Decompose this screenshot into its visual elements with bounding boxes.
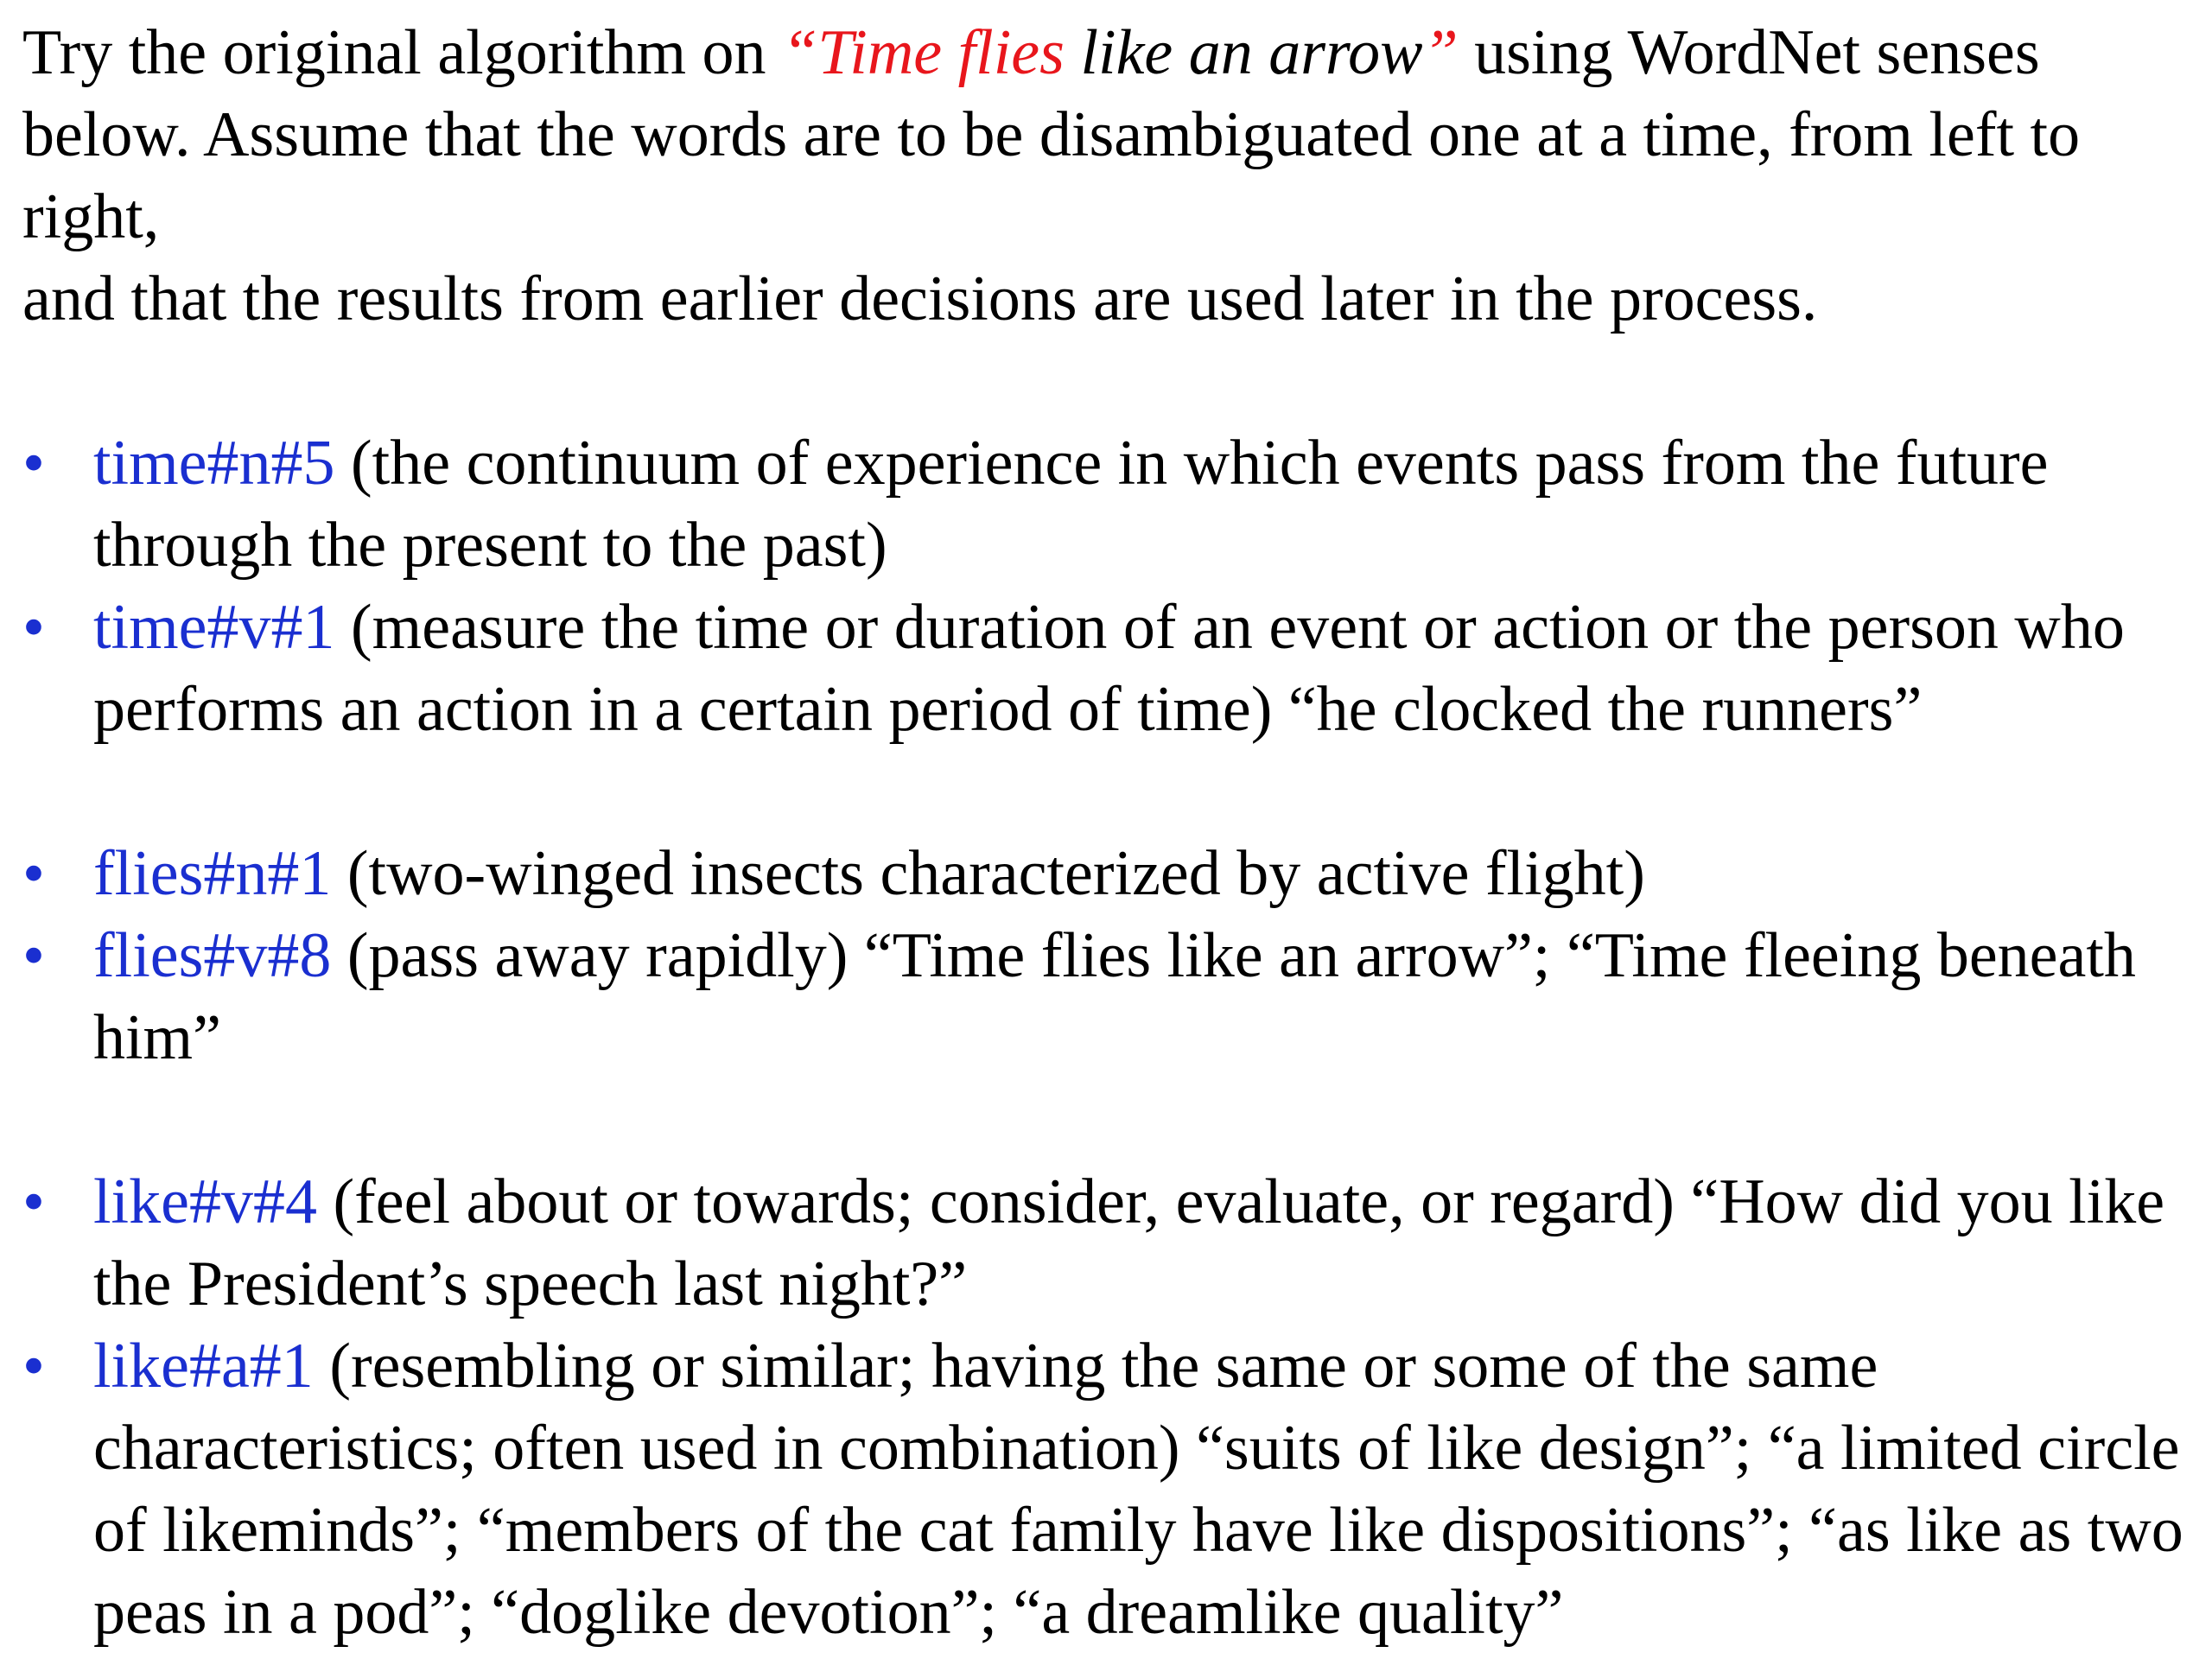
example-highlight: Time flies [817,17,1065,88]
sense-item [22,587,2200,751]
sense-group [22,1161,2200,1654]
sense-item [22,1325,2200,1654]
sense-id: like#v#4 [93,1166,317,1237]
sense-gloss: (the continuum of experience in which events pass from the future through the present to the past) [93,428,2049,581]
intro-tail-text: using WordNet senses below. Assume that the words are to be disambiguated one at a time, from left to right, [22,17,2081,252]
intro-line-2: and that the results from earlier decisions are used later in the process. [22,264,1818,334]
sense-item [22,423,2200,587]
bullet-icon: • [22,838,45,909]
intro-paragraph [22,12,2200,340]
sense-group [22,833,2200,1079]
spacer [22,1079,2200,1161]
bullet-icon: • [22,592,45,663]
example-rest: like an arrow [1064,17,1423,88]
sense-item [22,833,2200,915]
sense-gloss: (resembling or similar; having the same or some of the same characteristics; often used in combination) “suits of like design”; “a limited circle of likeminds”; “members of the cat family have like dispositions”; “as like as two peas in a pod”; “doglike devotion”; “a dreamlike quality” [93,1331,2183,1648]
spacer [22,340,2200,423]
bullet-icon: • [22,428,45,499]
sense-gloss: (two-winged insects characterized by active flight) [331,838,1645,909]
sense-gloss: (feel about or towards; consider, evaluate, or regard) “How did you like the President’s speech last night?” [93,1166,2165,1319]
sense-gloss: (pass away rapidly) “Time flies like an arrow”; “Time fleeing beneath him” [93,920,2136,1073]
spacer [22,751,2200,833]
sense-group [22,423,2200,751]
example-open-quote: “ [782,17,818,88]
bullet-icon: • [22,920,45,991]
intro-lead-text: Try the original algorithm on [22,17,783,88]
example-close-quote: ” [1422,17,1459,88]
sense-item [22,1161,2200,1325]
sense-id: flies#v#8 [93,920,332,991]
bullet-icon: • [22,1166,45,1237]
sense-groups [22,423,2200,1654]
bullet-icon: • [22,1331,45,1402]
sense-item [22,915,2200,1079]
sense-gloss: (measure the time or duration of an event or action or the person who performs an action in a certain period of time) “he clocked the runners” [93,592,2125,745]
sense-id: like#a#1 [93,1331,314,1402]
slide-content [22,12,2200,1654]
sense-id: flies#n#1 [93,838,332,909]
example-sentence [782,17,1459,88]
intro-line-1 [22,12,2200,258]
sense-id: time#n#5 [93,428,335,499]
sense-id: time#v#1 [93,592,335,663]
